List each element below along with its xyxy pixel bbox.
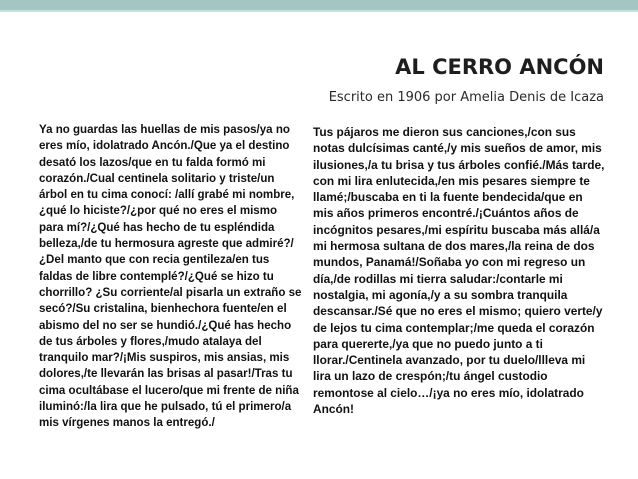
slide-subtitle: Escrito en 1906 por Amelia Denis de Icaza xyxy=(328,90,604,105)
poem-right-column: Tus pájaros me dieron sus canciones,/con sus notas dulcísimas canté,/y mis sueños de amor, mis ilusiones,/a tu brisa y tus árboles confié./Más tarde, con mi lira enlutecida,/en mis pesares siempre te llamé;/buscaba en ti la fuente bendecida/que en mis años primeros encontré./¡Cuántos años de incógnitos pesares,/mi espíritu buscaba más allá/a mi hermosa sultana de dos mares,/la reina de dos mundos, Panamá!/Soñaba yo con mi regreso un día,/de rodillas mi tierra saludar:/contarle mi nostalgia, mi agonía,/y a su sombra tranquila descansar./Sé que no eres el mismo; quiero verte/y de lejos tu cima contemplar;/me queda el corazón para quererte,/ya que no puedo junto a ti llorar./Centinela avanzado, por tu duelo/llleva mi lira un lazo de crespón;/tu ángel custodio remontose al cielo…/¡ya no eres mío, idolatrado Ancón! xyxy=(313,125,605,417)
poem-left-column: Ya no guardas las huellas de mis pasos/ya no eres mío, idolatrado Ancón./Que ya el destino desató los lazos/que en tu falda formó mi corazón./Cual centinela solitario y triste/un árbol en tu cima conocí: /allí grabé mi nombre, ¿qué lo hiciste?/¿por qué no eres el mismo para mí?/¿Qué has hecho de tu espléndida belleza,/de tu hermosura agreste que admiré?/¿Del manto que con recia gentileza/en tus faldas de libre contemplé?/¿Qué se hizo tu chorrillo? ¿Su corriente/al pisarla un extraño se secó?/Su cristalina, bienhechora fuente/en el abismo del no ser se hundió./¿Qué has hecho de tus árboles y flores,/mudo atalaya del tranquilo mar?/¡Mis suspiros, mis ansias, mis dolores,/te llevarán las brisas al pasar!/Tras tu cima ocultábase el lucero/que mi frente de niña iluminó:/la lira que he pulsado, tú el primero/a mis vírgenes manos la entregó./ xyxy=(39,124,302,430)
top-accent-bar xyxy=(0,0,638,10)
slide-title: AL CERRO ANCÓN xyxy=(395,55,604,79)
top-accent-line xyxy=(0,10,638,12)
